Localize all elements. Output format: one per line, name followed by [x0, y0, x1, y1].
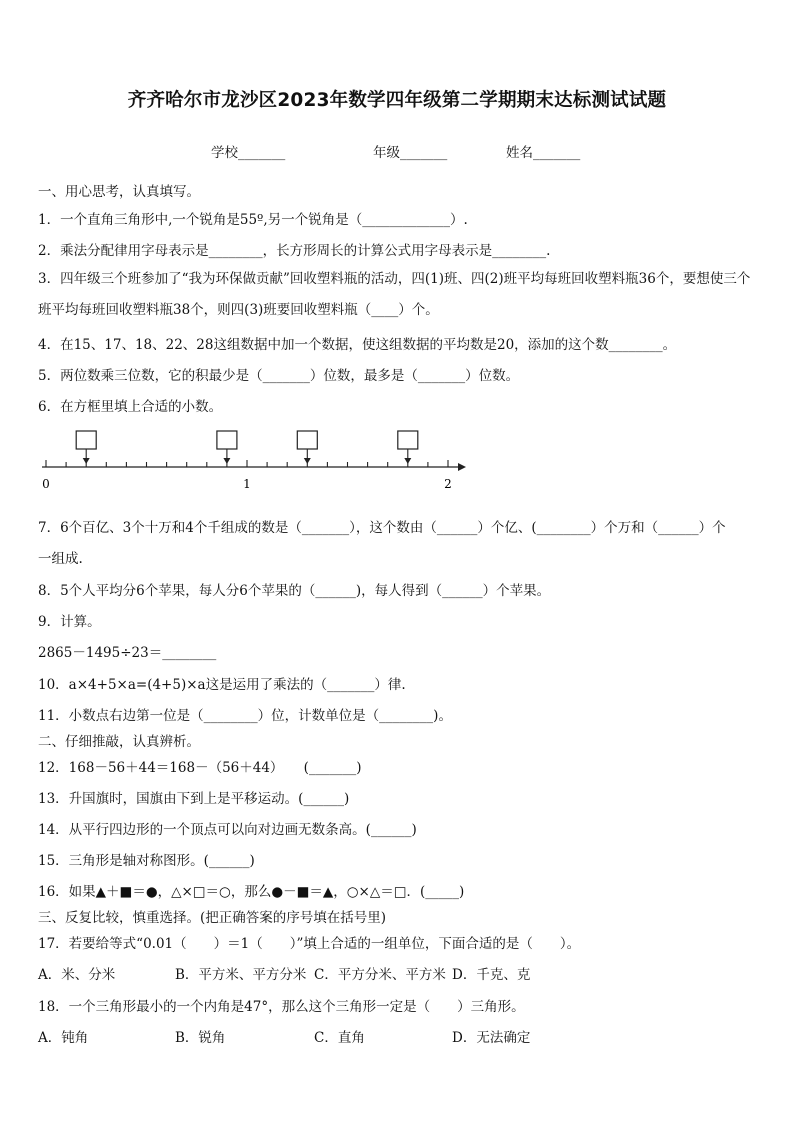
grade-field: 年级_______	[373, 145, 448, 161]
pointer-arrow-icon	[304, 458, 311, 464]
number-line-label-1: 1	[243, 477, 251, 491]
question-16: 16．如果▲＋■＝●，△×□＝○，那么●－■＝▲，○×△＝□．(_____)	[38, 884, 465, 900]
question-14: 14．从平行四边形的一个顶点可以向对边画无数条高。(______)	[38, 822, 417, 838]
question-18-option-c: C．直角	[314, 1030, 365, 1046]
school-field: 学校_______	[211, 145, 286, 161]
question-17: 17．若要给等式“0.01（ ）＝1（ ）”填上合适的一组单位，下面合适的是（ ）。	[38, 936, 581, 952]
number-line	[38, 424, 478, 496]
section-3-heading: 三、反复比较，慎重选择。(把正确答案的序号填在括号里)	[38, 910, 387, 926]
question-11: 11．小数点右边第一位是（________）位，计数单位是（________)。	[38, 708, 452, 724]
number-line-arrow	[458, 463, 466, 471]
question-12: 12．168－56＋44＝168－（56＋44） (_______)	[38, 760, 362, 776]
question-17-option-b: B．平方米、平方分米	[175, 967, 307, 983]
question-2: 2．乘法分配律用字母表示是________，长方形周长的计算公式用字母表示是________.	[38, 243, 551, 259]
answer-box-2[interactable]	[217, 431, 237, 449]
question-10: 10．a×4+5×a=(4+5)×a这是运用了乘法的（_______）律.	[38, 677, 406, 693]
question-18-option-d: D．无法确定	[452, 1030, 531, 1046]
question-18-option-b: B．锐角	[175, 1030, 226, 1046]
question-9-expression: 2865－1495÷23＝________	[38, 645, 217, 661]
answer-box-3[interactable]	[297, 431, 317, 449]
question-15: 15．三角形是轴对称图形。(______)	[38, 853, 255, 869]
pointer-arrow-icon	[83, 458, 90, 464]
question-1: 1．一个直角三角形中,一个锐角是55º,另一个锐角是（_____________）.	[38, 212, 468, 228]
pointer-arrow-icon	[404, 458, 411, 464]
question-18-option-a: A．钝角	[38, 1030, 89, 1046]
number-line-label-0: 0	[42, 477, 50, 491]
question-7-line1: 7．6个百亿、3个十万和4个千组成的数是（_______），这个数由（______）个亿、(________）个万和（______）个	[38, 520, 726, 536]
question-17-option-d: D．千克、克	[452, 967, 531, 983]
pointer-arrow-icon	[223, 458, 230, 464]
question-9: 9．计算。	[38, 614, 101, 630]
question-17-option-a: A．米、分米	[38, 967, 116, 983]
question-6: 6．在方框里填上合适的小数。	[38, 399, 223, 415]
question-17-option-c: C．平方分米、平方米	[314, 967, 446, 983]
number-line-label-2: 2	[444, 477, 452, 491]
question-4: 4．在15、17、18、22、28这组数据中加一个数据，使这组数据的平均数是20，添加的这个数________。	[38, 337, 677, 353]
section-2-heading: 二、仔细推敲，认真辨析。	[38, 734, 200, 750]
section-1-heading: 一、用心思考，认真填写。	[38, 184, 200, 200]
question-7-line2: 一组成.	[38, 551, 83, 567]
question-13: 13．升国旗时，国旗由下到上是平移运动。(______)	[38, 791, 350, 807]
answer-box-4[interactable]	[398, 431, 418, 449]
name-field: 姓名_______	[506, 145, 581, 161]
question-3: 3．四年级三个班参加了“我为环保做贡献”回收塑料瓶的活动，四(1)班、四(2)班平均每班回收塑料瓶36个，要想使三个班平均每班回收塑料瓶38个，则四(3)班要回收塑料瓶（____）个。	[38, 271, 751, 318]
question-8: 8．5个人平均分6个苹果，每人分6个苹果的（______)，每人得到（______）个苹果。	[38, 583, 551, 599]
page-title: 齐齐哈尔市龙沙区2023年数学四年级第二学期期末达标测试试题	[127, 90, 667, 111]
question-18: 18．一个三角形最小的一个内角是47°，那么这个三角形一定是（ ）三角形。	[38, 999, 525, 1015]
question-5: 5．两位数乘三位数，它的积最少是（_______）位数，最多是（_______）位数。	[38, 368, 520, 384]
answer-box-1[interactable]	[76, 431, 96, 449]
